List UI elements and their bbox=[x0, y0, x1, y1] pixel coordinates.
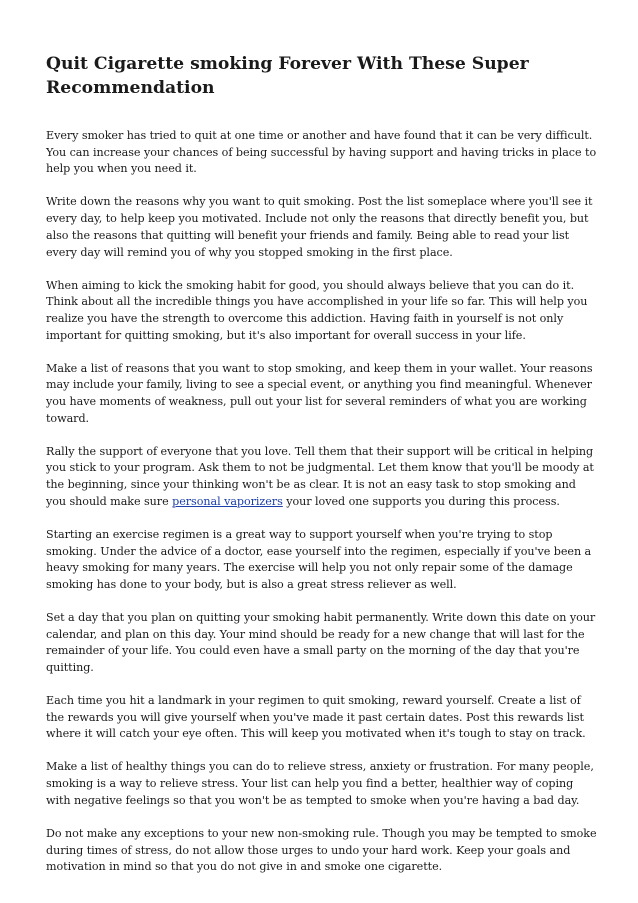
paragraph-quit-day: Set a day that you plan on quitting your smoking habit permanently. Write down this date on your calendar, and plan on this day. Your mind should be ready for a new change that will last for the remainder of your life. You could even have a small party on the morning of the day that you're quitting. bbox=[46, 610, 596, 675]
paragraph-no-exceptions: Do not make any exceptions to your new non-smoking rule. Though you may be tempted to smoke during times of stress, do not allow those urges to undo your hard work. Keep your goals and motivation in mind so that you do not give in and smoke one cigarette. bbox=[46, 826, 597, 874]
paragraph-exercise: Starting an exercise regimen is a great way to support yourself when you're trying to stop smoking. Under the advice of a doctor, ease yourself into the regimen, especially if you've been a heavy smoking for many years. The exercise will help you not only repair some of the damage smoking has done to your body, but is also a great stress reliever as well. bbox=[46, 527, 592, 591]
paragraph-believe: When aiming to kick the smoking habit for good, you should always believe that you can do it. Think about all the incredible things you have accomplished in your life so far. This will help you realize you have the strength to overcome this addiction. Having faith in yourself is not only important for quitting smoking, but it's also important for overall success in your life. bbox=[46, 278, 588, 342]
paragraph-stress-relief: Make a list of healthy things you can do to relieve stress, anxiety or frustration. For many people, smoking is a way to relieve stress. Your list can help you find a better, healthier way of coping with negative feelings so that you won't be as tempted to smoke when you're having a bad day. bbox=[46, 760, 594, 807]
paragraph-rewards: Each time you hit a landmark in your regimen to quit smoking, reward yourself. Create a list of the rewards you will give yourself when you've made it past certain dates. Post this rewards list where it will catch your eye often. This will keep you motivated when it's tough to stay on track. bbox=[46, 694, 586, 741]
personal-vaporizers-link[interactable]: personal vaporizers bbox=[172, 494, 283, 508]
support-text-after: your loved one supports you during this process. bbox=[282, 494, 560, 508]
document-title: Quit Cigarette smoking Forever With These Super Recommendation bbox=[46, 54, 529, 98]
paragraph-wallet-list: Make a list of reasons that you want to stop smoking, and keep them in your wallet. Your reasons may include your family, living to see a special event, or anything you find meaningful. Whenever you have moments of weakness, pull out your list for several reminders of what you are working toward. bbox=[46, 361, 593, 425]
paragraph-intro: Every smoker has tried to quit at one time or another and have found that it can be very difficult. You can increase your chances of being successful by having support and having tricks in place to help you when you need it. bbox=[46, 129, 597, 176]
paragraph-support bbox=[46, 444, 598, 511]
support-text-before: Rally the support of everyone that you love. Tell them that their support will be critical in helping you stick to your program. Ask them to not be judgmental. Let them know that you'll be moody at the beginning, since your thinking won't be as clear. It is not an easy task to stop smoking and you should make sure bbox=[46, 444, 594, 508]
document-page bbox=[46, 52, 598, 892]
paragraph-reasons-list: Write down the reasons why you want to quit smoking. Post the list someplace where you'll see it every day, to help keep you motivated. Include not only the reasons that directly benefit you, but also the reasons that quitting will benefit your friends and family. Being able to read your list every day will remind you of why you stopped smoking in the first place. bbox=[46, 195, 593, 259]
